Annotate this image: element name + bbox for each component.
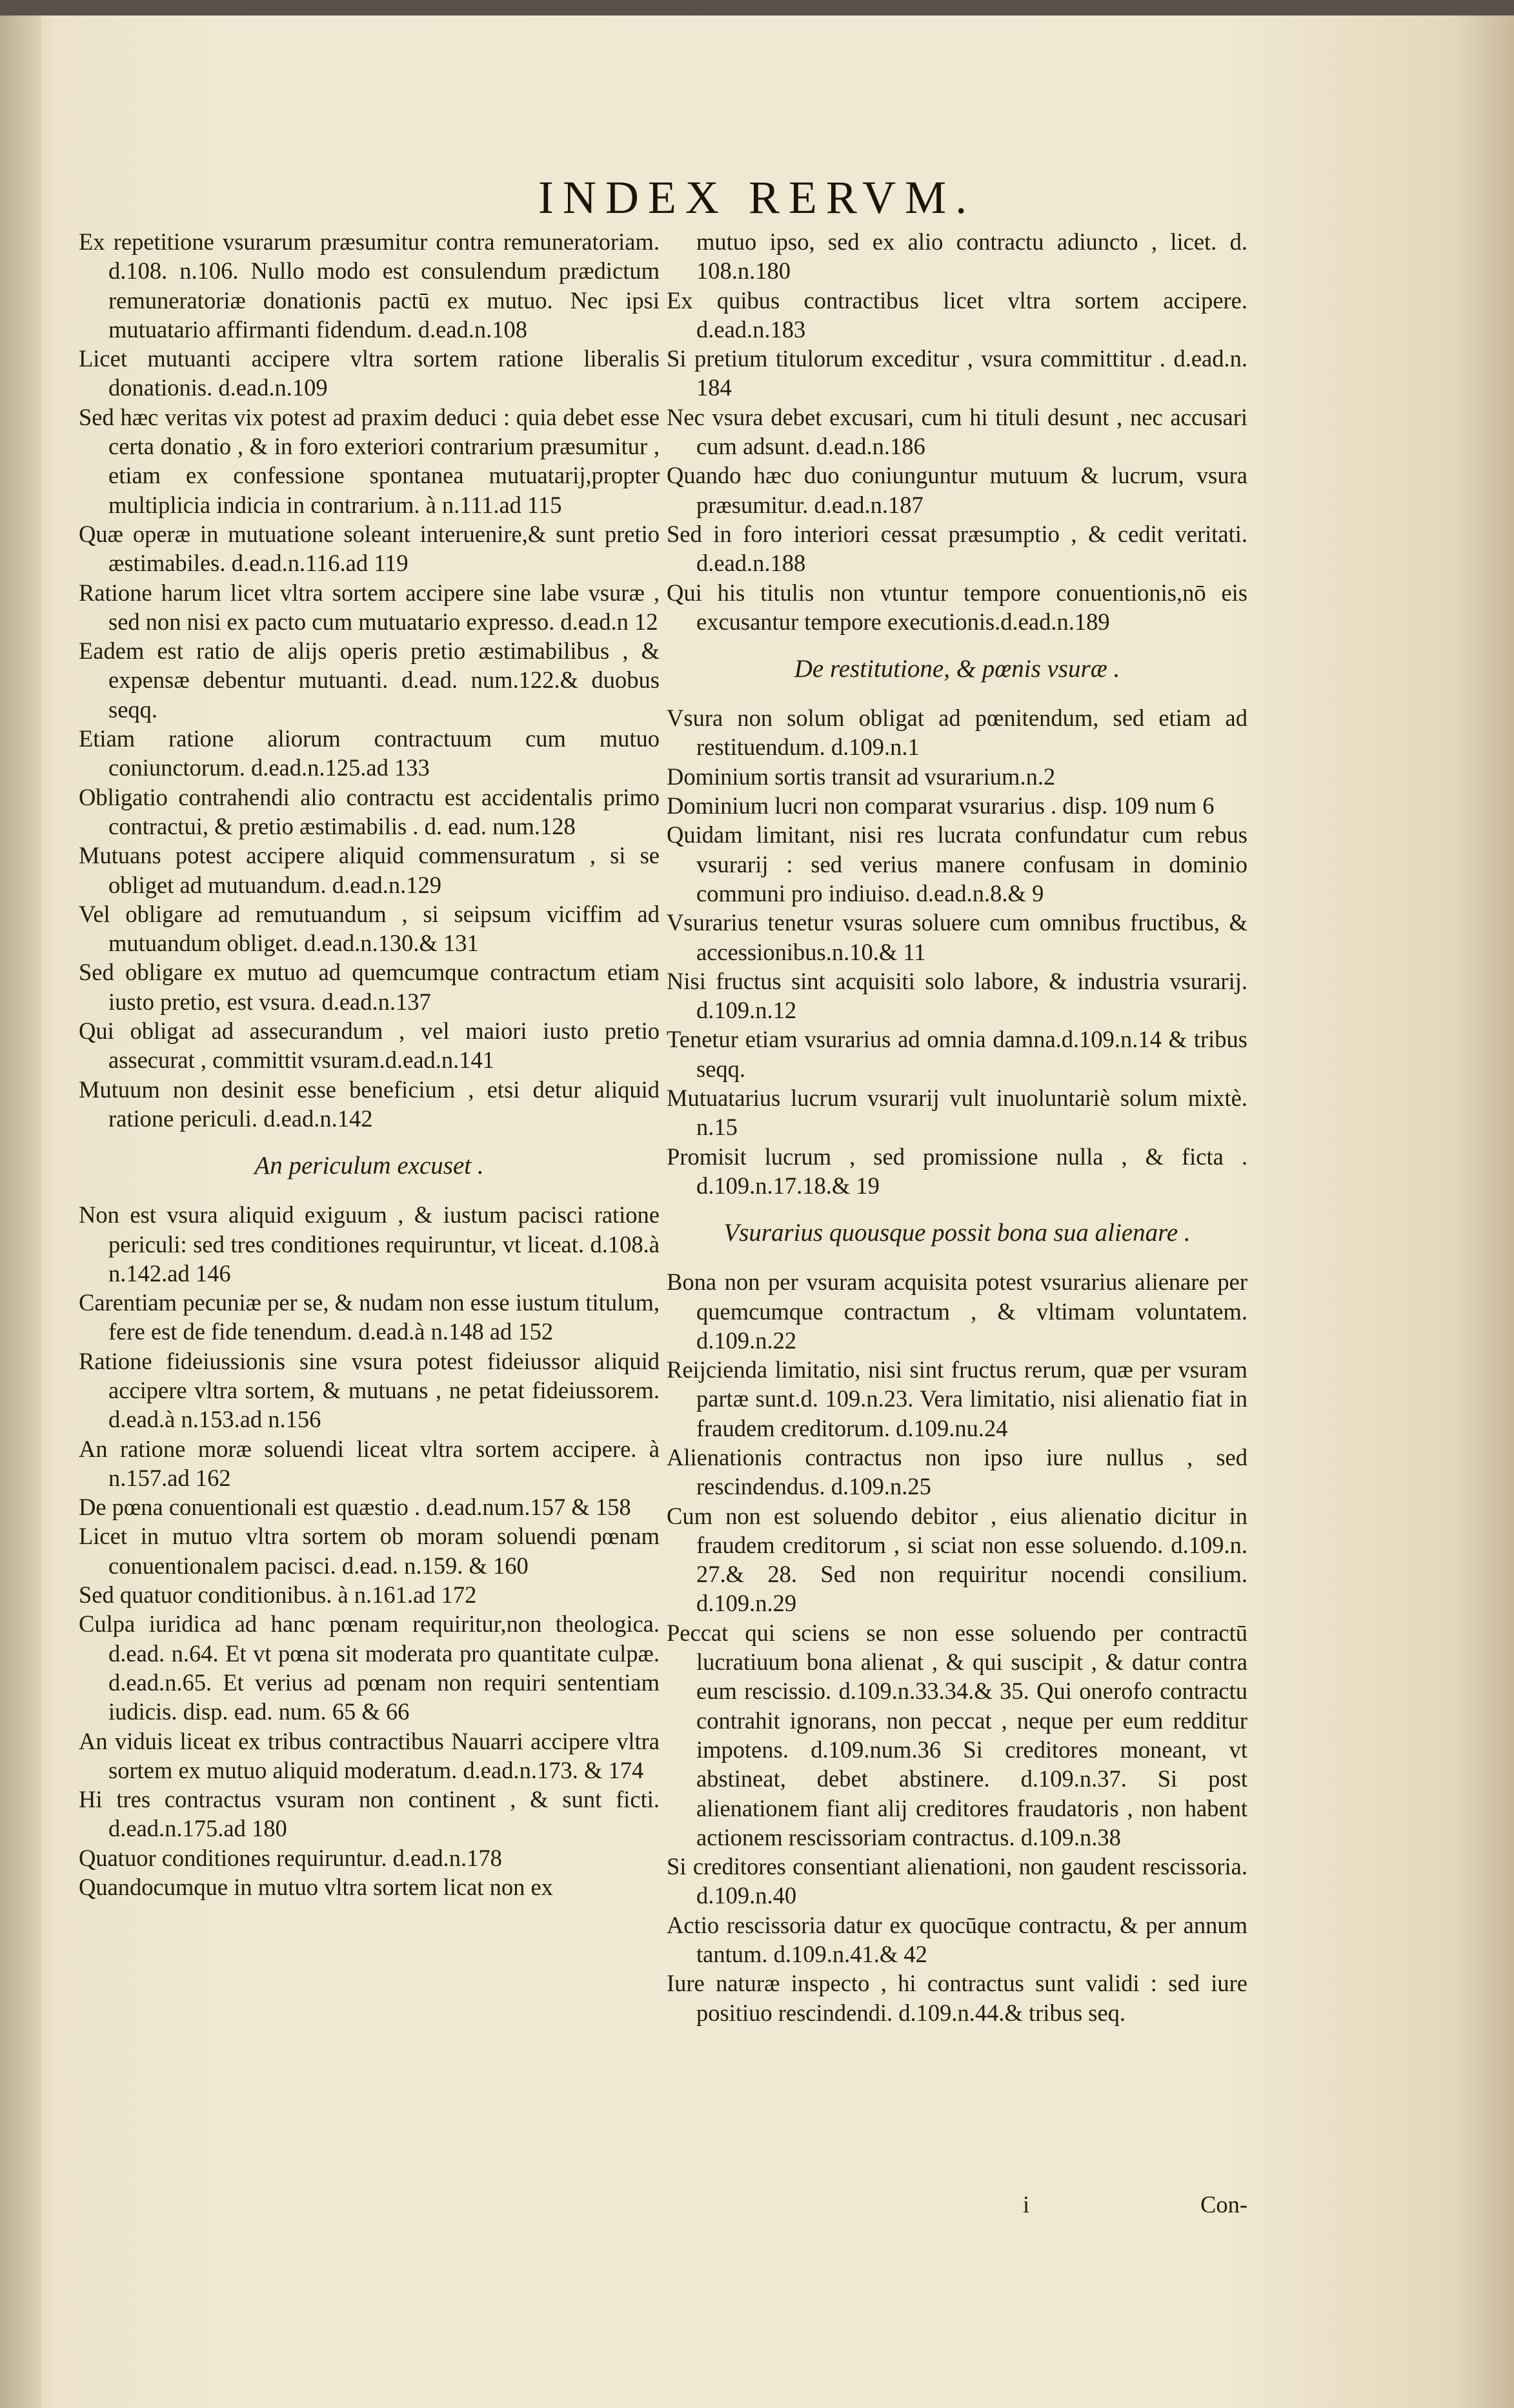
index-entry: Quidam limitant, nisi res lucrata confundatur cum rebus vsurarij : sed verius manere confusam in dominio communi pro indiuiso. d.ead.n.8.& 9 (667, 821, 1247, 907)
index-entry: Etiam ratione aliorum contractuum cum mutuo coniunctorum. d.ead.n.125.ad 133 (79, 725, 660, 781)
index-entry: Promisit lucrum , sed promissione nulla , & ficta . d.109.n.17.18.& 19 (667, 1143, 1247, 1199)
index-entry: Licet in mutuo vltra sortem ob moram soluendi pœnam conuentionalem pacisci. d.ead. n.159. & 160 (79, 1523, 660, 1579)
index-entry: Sed quatuor conditionibus. à n.161.ad 172 (79, 1581, 477, 1609)
index-entry: Ratione harum licet vltra sortem accipere sine labe vsuræ , sed non nisi ex pacto cum mutuatario expresso. d.ead.n 12 (79, 579, 660, 635)
section-heading: Vsurarius quousque possit bona sua alienare . (723, 1219, 1191, 1247)
index-entry: Qui his titulis non vtuntur tempore conuentionis,nō eis excusantur tempore executionis.d.ead.n.189 (667, 579, 1247, 635)
left-column (79, 227, 660, 1901)
index-entry: Dominium sortis transit ad vsurarium.n.2 (667, 763, 1056, 790)
index-entry: Bona non per vsuram acquisita potest vsurarius alienare per quemcumque contractum , & vltimam voluntatem. d.109.n.22 (667, 1269, 1247, 1354)
index-entry: Mutuatarius lucrum vsurarij vult inuoluntariè solum mixtè. n.15 (667, 1085, 1247, 1141)
index-entry: Quando hæc duo coniunguntur mutuum & lucrum, vsura præsumitur. d.ead.n.187 (667, 462, 1247, 518)
index-entry: Non est vsura aliquid exiguum , & iustum pacisci ratione periculi: sed tres conditiones requiruntur, vt liceat. d.108.à n.142.ad 146 (79, 1201, 660, 1287)
index-entry: Peccat qui sciens se non esse soluendo per contractū lucratiuum bona alienat , & qui suscipit , & datur contra eum rescissio. d.109.n.33.34.& 35. Qui onerofo contractu contrahit ignorans, non peccat , neque per eum redditur impotens. d.109.num.36 Si creditores moneant, vt abstineat, debet abstinere. d.109.n.37. Si post alienationem fiant alij creditores fraudatoris , non habent actionem rescissoriam contractus. d.109.n.38 (667, 1619, 1247, 1851)
index-entry: Eadem est ratio de alijs operis pretio æstimabilibus , & expensæ debentur mutuanti. d.ead. num.122.& duobus seqq. (79, 637, 660, 723)
section-heading: De restitutione, & pœnis vsuræ . (794, 655, 1120, 683)
index-entry: Si creditores consentiant alienationi, non gaudent rescissoria. d.109.n.40 (667, 1853, 1247, 1909)
index-entry: Ex quibus contractibus licet vltra sortem accipere. d.ead.n.183 (667, 286, 1247, 343)
index-entry: Dominium lucri non comparat vsurarius . disp. 109 num 6 (667, 792, 1215, 819)
index-entry: Nec vsura debet excusari, cum hi tituli desunt , nec accusari cum adsunt. d.ead.n.186 (667, 403, 1247, 460)
index-entry: Sed obligare ex mutuo ad quemcumque contractum etiam iusto pretio, est vsura. d.ead.n.137 (79, 959, 660, 1015)
index-entry: Iure naturæ inspecto , hi contractus sunt validi : sed iure positiuo rescindendi. d.109.n.44.& tribus seq. (667, 1970, 1247, 2026)
index-entry: Vel obligare ad remutuandum , si seipsum viciffim ad mutuandum obliget. d.ead.n.130.& 131 (79, 900, 660, 957)
index-entry: Quatuor conditiones requiruntur. d.ead.n.178 (79, 1844, 502, 1871)
index-entry: Mutuans potest accipere aliquid commensuratum , si se obliget ad mutuandum. d.ead.n.129 (79, 842, 660, 898)
index-entry: Mutuum non desinit esse beneficium , etsi detur aliquid ratione periculi. d.ead.n.142 (79, 1076, 660, 1132)
index-entry: Qui obligat ad assecurandum , vel maiori iusto pretio assecurat , committit vsuram.d.ead.n.141 (79, 1018, 660, 1074)
index-entry: Cum non est soluendo debitor , eius alienatio dicitur in fraudem creditorum , si sciat non esse soluendo. d.109.n. 27.& 28. Sed non requiritur nocendi consilium. d.109.n.29 (667, 1502, 1247, 1617)
right-column (667, 227, 1247, 2027)
index-entry: Vsura non solum obligat ad pœnitendum, sed etiam ad restituendum. d.109.n.1 (667, 705, 1247, 761)
index-entry: Licet mutuanti accipere vltra sortem ratione liberalis donationis. d.ead.n.109 (79, 345, 660, 401)
index-entry: Sed in foro interiori cessat præsumptio , & cedit veritati. d.ead.n.188 (667, 520, 1247, 577)
index-entry: mutuo ipso, sed ex alio contractu adiuncto , licet. d. 108.n.180 (696, 228, 1247, 285)
binding-gutter (0, 15, 41, 2408)
signature-mark: i (1023, 2191, 1030, 2218)
index-entry: Ratione fideiussionis sine vsura potest fideiussor aliquid accipere vltra sortem, & mutuans , ne petat fideiussorem. d.ead.à n.153.ad n.156 (79, 1347, 660, 1433)
index-entry: An viduis liceat ex tribus contractibus Nauarri accipere vltra sortem ex mutuo aliquid moderatum. d.ead.n.173. & 174 (79, 1727, 660, 1783)
index-entry: Vsurarius tenetur vsuras soluere cum omnibus fructibus, & accessionibus.n.10.& 11 (667, 909, 1247, 965)
index-entry: Sed hæc veritas vix potest ad praxim deduci : quia debet esse certa donatio , & in foro exteriori contrarium præsumitur , etiam ex confessione spontanea mutuatarij,propter multiplicia indicia in contrarium. à n.111.ad 115 (79, 403, 660, 518)
section-heading: An periculum excuset . (254, 1152, 484, 1180)
index-entry: Nisi fructus sint acquisiti solo labore, & industria vsurarij. d.109.n.12 (667, 967, 1247, 1024)
index-entry: Obligatio contrahendi alio contractu est accidentalis primo contractui, & pretio æstimabilis . d. ead. num.128 (79, 783, 660, 839)
index-entry: Quandocumque in mutuo vltra sortem licat non ex (79, 1874, 553, 1901)
index-entry: Alienationis contractus non ipso iure nullus , sed rescindendus. d.109.n.25 (667, 1443, 1247, 1500)
index-entry: Reijcienda limitatio, nisi sint fructus rerum, quæ per vsuram partæ sunt.d. 109.n.23. Vera limitatio, nisi alienatio fiat in fraudem creditorum. d.109.nu.24 (667, 1356, 1247, 1441)
index-entry: Quæ operæ in mutuatione soleant interuenire,& sunt pretio æstimabiles. d.ead.n.116.ad 119 (79, 520, 660, 577)
index-entry: Ex repetitione vsurarum præsumitur contra remuneratoriam. d.108. n.106. Nullo modo est consulendum prædictum remuneratoriæ donationis pactū ex mutuo. Nec ipsi mutuatario affirmanti fidendum. d.ead.n.108 (79, 228, 660, 343)
index-entry: An ratione moræ soluendi liceat vltra sortem accipere. à n.157.ad 162 (79, 1435, 660, 1491)
index-entry: Si pretium titulorum exceditur , vsura committitur . d.ead.n. 184 (667, 345, 1247, 401)
index-entry: Actio rescissoria datur ex quocūque contractu, & per annum tantum. d.109.n.41.& 42 (667, 1911, 1247, 1968)
index-entry: Hi tres contractus vsuram non continent , & sunt ficti. d.ead.n.175.ad 180 (79, 1786, 660, 1842)
index-entry: Tenetur etiam vsurarius ad omnia damna.d.109.n.14 & tribus seqq. (667, 1026, 1247, 1082)
index-entry: Carentiam pecuniæ per se, & nudam non esse iustum titulum, fere est de fide tenendum. d.ead.à n.148 ad 152 (79, 1289, 660, 1345)
index-entry: De pœna conuentionali est quæstio . d.ead.num.157 & 158 (79, 1494, 631, 1521)
page-title: INDEX RERVM. (538, 172, 976, 223)
catchword: Con- (1200, 2191, 1247, 2218)
index-entry: Culpa iuridica ad hanc pœnam requiritur,non theologica. d.ead. n.64. Et vt pœna sit moderata pro quantitate culpæ. d.ead.n.65. Et verius ad pœnam non requiri sententiam iudicis. disp. ead. num. 65 & 66 (79, 1610, 660, 1725)
